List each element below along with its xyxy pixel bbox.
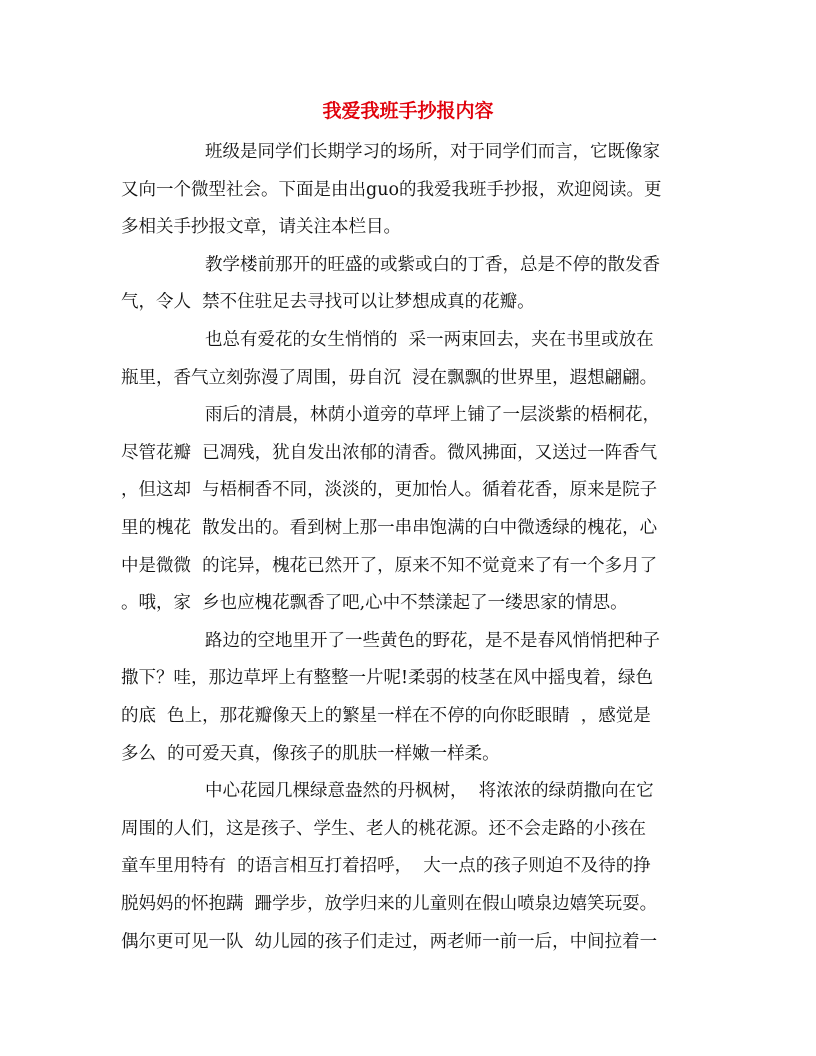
body-line: 童车里用特有 的语言相互打着招呼， 大一点的孩子则迫不及待的挣 bbox=[121, 856, 651, 876]
body-line: 撒下？哇，那边草坪上有整整一片呢!柔弱的枝茎在风中摇曳着，绿色 bbox=[121, 668, 654, 688]
document-title: 我爱我班手抄报内容 bbox=[322, 100, 494, 122]
body-line: 瓶里，香气立刻弥漫了周围，毋自沉 浸在飘飘的世界里，遐想翩翩。 bbox=[121, 368, 658, 388]
body-line: 雨后的清晨，林荫小道旁的草坪上铺了一层淡紫的梧桐花， bbox=[205, 405, 660, 425]
body-line: 脱妈妈的怀抱蹒 跚学步，放学归来的儿童则在假山喷泉边嬉笑玩耍。 bbox=[121, 894, 658, 914]
body-line: 又向一个微型社会。下面是由出guo的我爱我班手抄报，欢迎阅读。更 bbox=[121, 180, 662, 200]
body-line: 的底 色上，那花瓣像天上的繁星一样在不停的向你眨眼睛 ，感觉是 bbox=[121, 706, 651, 726]
body-line: 中是微微 的诧异，槐花已然开了，原来不知不觉竟来了有一个多月了 bbox=[121, 556, 658, 576]
body-line: 路边的空地里开了一些黄色的野花，是不是春风悄悄把种子 bbox=[205, 631, 660, 651]
body-line: 教学楼前那开的旺盛的或紫或白的丁香，总是不停的散发香 bbox=[205, 255, 660, 275]
body-line: 多相关手抄报文章，请关注本栏目。 bbox=[121, 217, 401, 237]
body-line: 也总有爱花的女生悄悄的 采一两束回去，夹在书里或放在 bbox=[205, 330, 654, 350]
body-line: 班级是同学们长期学习的场所，对于同学们而言，它既像家 bbox=[205, 142, 660, 162]
body-line: ，但这却 与梧桐香不同，淡淡的，更加怡人。循着花香，原来是院子 bbox=[121, 480, 658, 500]
body-line: 中心花园几棵绿意盎然的丹枫树， 将浓浓的绿荫撒向在它 bbox=[205, 781, 654, 801]
body-line: 多么 的可爱天真，像孩子的肌肤一样嫩一样柔。 bbox=[121, 744, 500, 764]
body-line: 偶尔更可见一队 幼儿园的孩子们走过，两老师一前一后，中间拉着一 bbox=[121, 932, 658, 952]
body-line: 里的槐花 散发出的。看到树上那一串串饱满的白中微透绿的槐花，心 bbox=[121, 518, 658, 538]
body-line: 周围的人们，这是孩子、学生、老人的桃花源。还不会走路的小孩在 bbox=[121, 819, 646, 839]
body-line: 尽管花瓣 已凋残，犹自发出浓郁的清香。微风拂面，又送过一阵香气 bbox=[121, 443, 658, 463]
body-line: 。哦，家 乡也应槐花飘香了吧,心中不禁漾起了一缕思家的情思。 bbox=[121, 593, 628, 613]
body-line: 气，令人 禁不住驻足去寻找可以让梦想成真的花瓣。 bbox=[121, 292, 535, 312]
